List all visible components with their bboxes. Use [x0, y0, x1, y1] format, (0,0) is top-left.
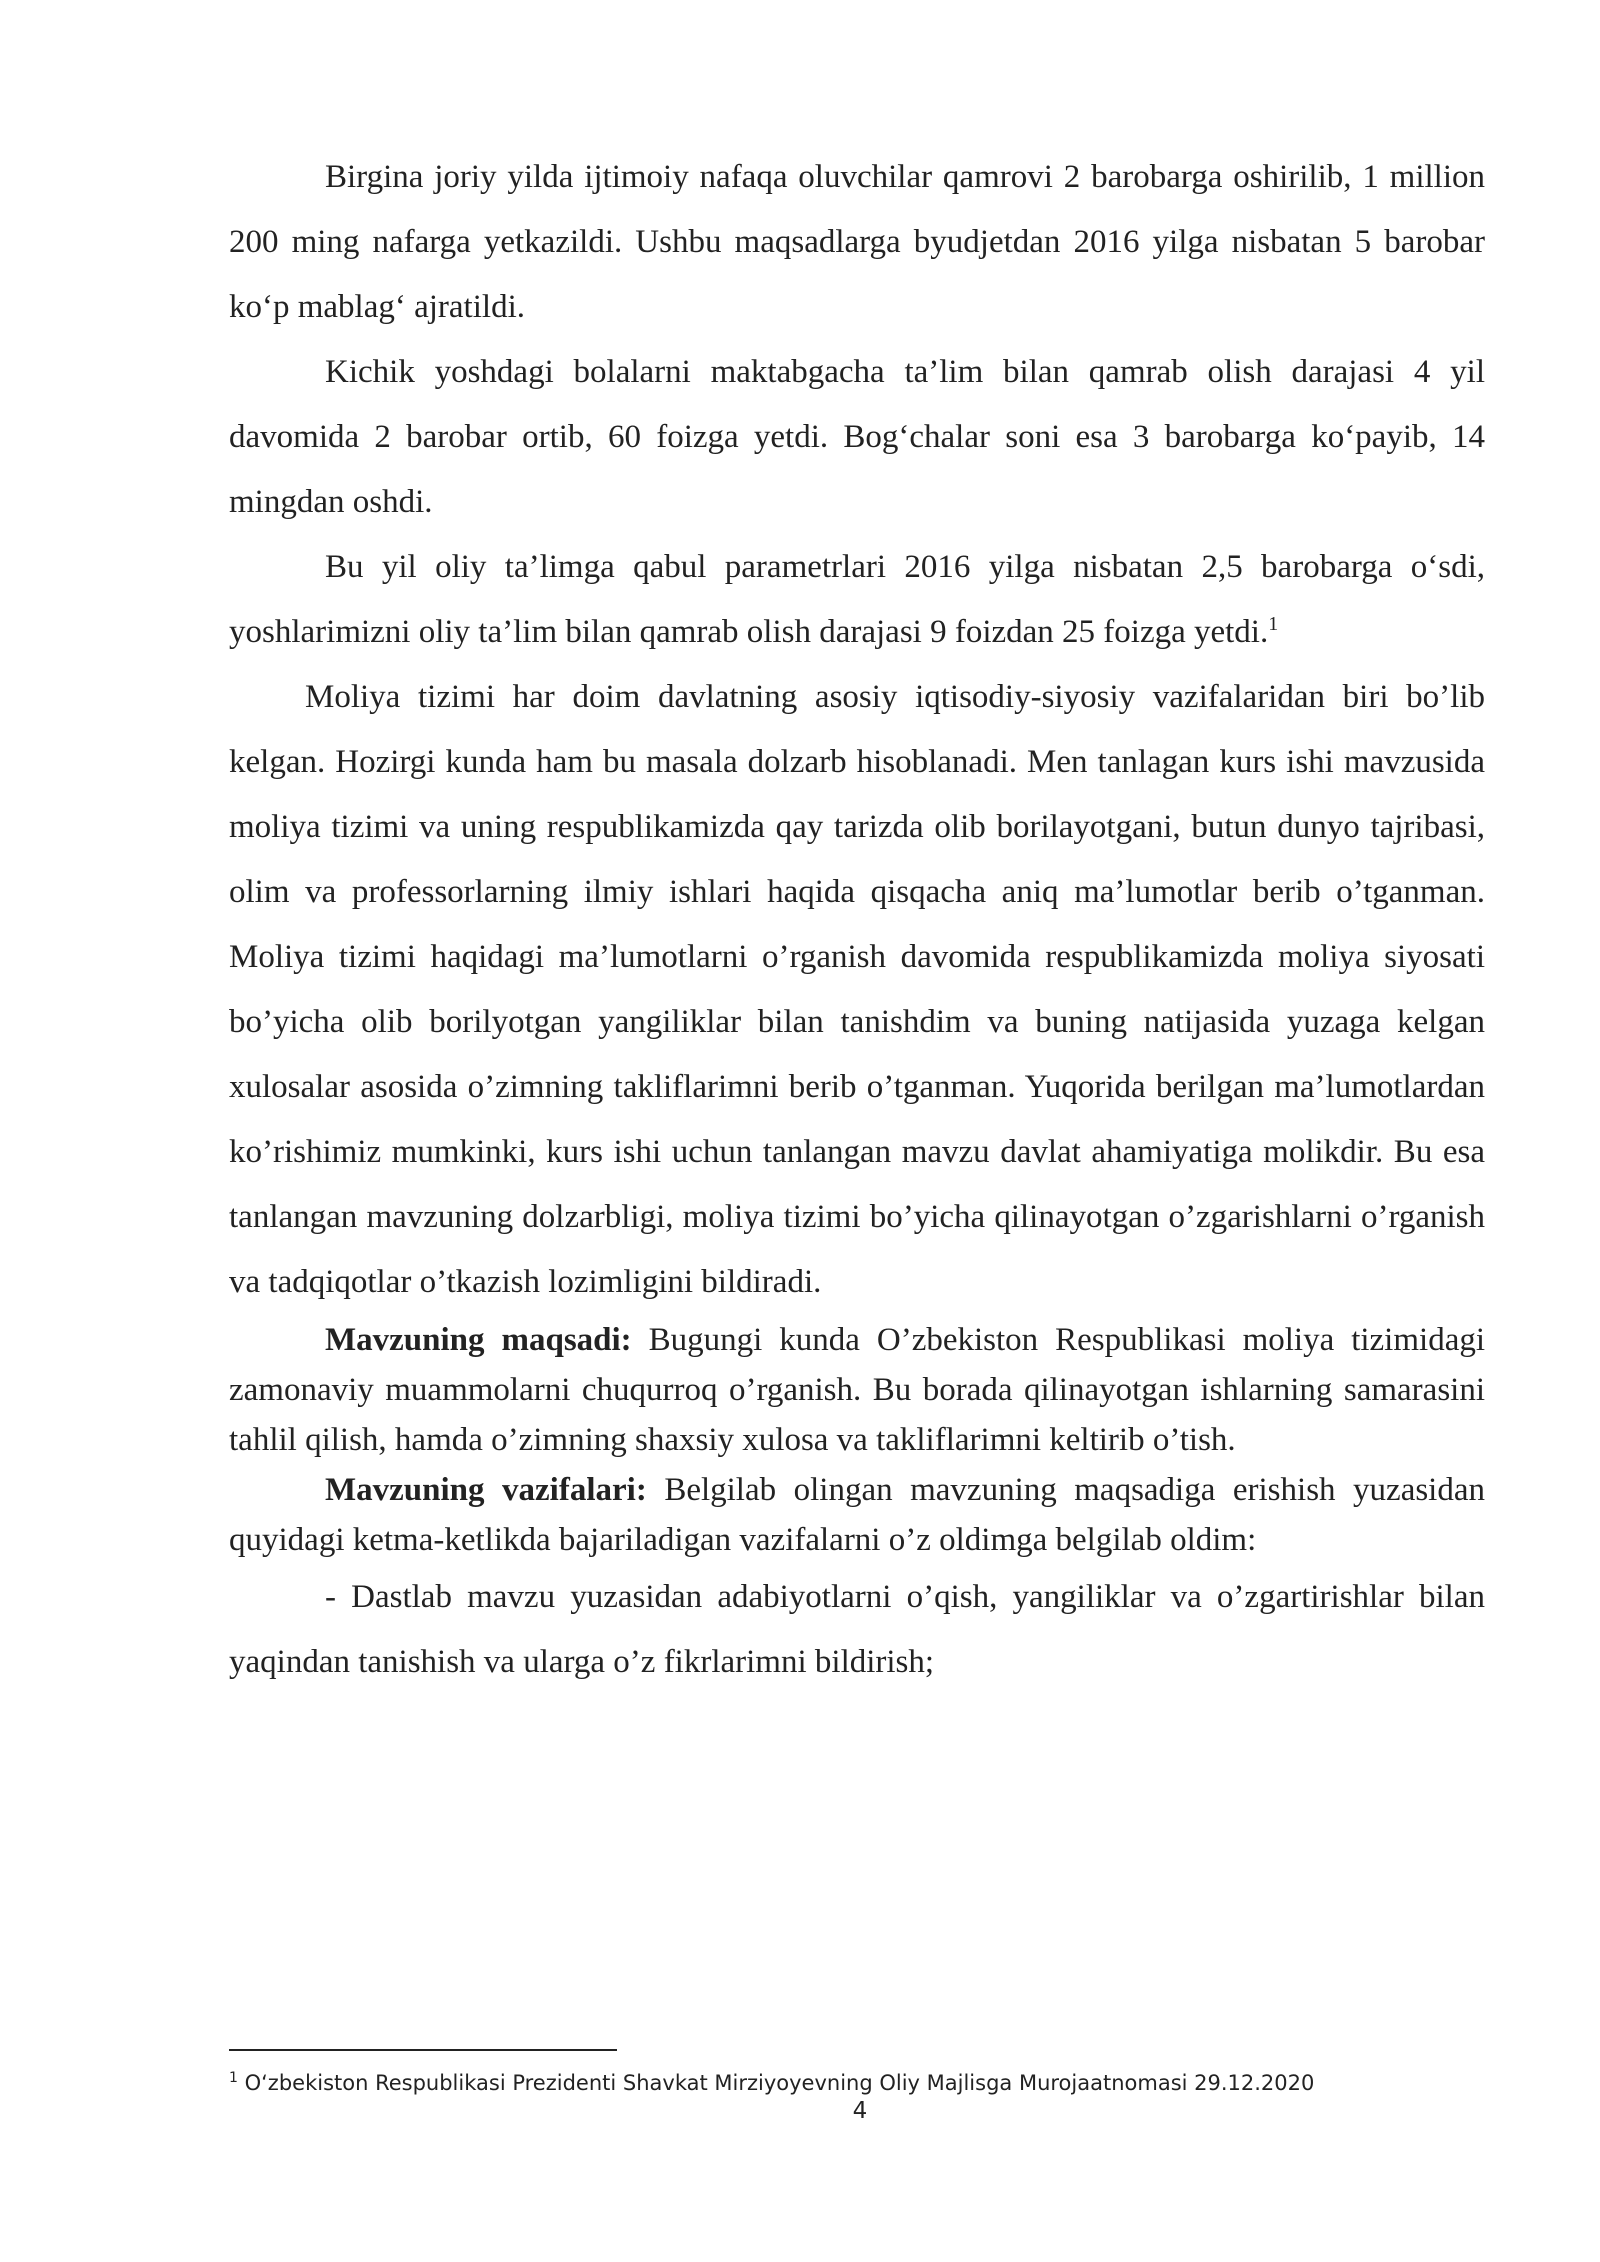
list-item — [229, 1565, 1485, 1695]
paragraph-tasks — [229, 1465, 1485, 1565]
paragraph-text: Bu yil oliy ta’limga qabul parametrlari 2016 yilga nisbatan 2,5 barobarga o‘sdi, yoshlarimizni oliy ta’lim bilan qamrab olish darajasi 9 foizdan 25 foizga yetdi. — [229, 549, 1485, 650]
paragraph-social-benefits — [229, 145, 1485, 340]
tasks-heading: Mavzuning vazifalari: — [325, 1472, 647, 1508]
footnote-separator — [229, 2049, 617, 2051]
footnote — [229, 2069, 1485, 2097]
list-item-text: - Dastlab mavzu yuzasidan adabiyotlarni o’qish, yangiliklar va o’zgartirishlar bilan yaqindan tanishish va ularga o’z fikrlarimni bildirish; — [229, 1579, 1485, 1680]
footnote-text: O‘zbekiston Respublikasi Prezidenti Shavkat Mirziyoyevning Oliy Majlisga Murojaatnomasi 29.12.2020 — [237, 2071, 1315, 2095]
tasks-text: Belgilab olingan mavzuning maqsadiga erishish yuzasidan quyidagi ketma-ketlikda bajariladigan vazifalarni o’z oldimga belgilab oldim: — [229, 1472, 1485, 1558]
paragraph-preschool — [229, 340, 1485, 535]
paragraph-text: Kichik yoshdagi bolalarni maktabgacha ta’lim bilan qamrab olish darajasi 4 yil davomida 2 barobar ortib, 60 foizga yetdi. Bog‘chalar soni esa 3 barobarga ko‘payib, 14 mingdan oshdi. — [229, 354, 1485, 520]
paragraph-text: Moliya tizimi har doim davlatning asosiy iqtisodiy-siyosiy vazifalaridan biri bo’lib kelgan. Hozirgi kunda ham bu masala dolzarb hisoblanadi. Men tanlagan kurs ishi mavzusida moliya tizimi va uning respublikamizda qay tarizda olib borilayotgani, butun dunyo tajribasi, olim va professorlarning ilmiy ishlari haqida qisqacha aniq ma’lumotlar berib o’tganman. Moliya tizimi haqidagi ma’lumotlarni o’rganish davomida respublikamizda moliya siyosati bo’yicha olib borilyotgan yangiliklar bilan tanishdim va buning natijasida yuzaga kelgan xulosalar asosida o’zimning takliflarimni berib o’tganman. Yuqorida berilgan ma’lumotlardan ko’rishimiz mumkinki, kurs ishi uchun tanlangan mavzu davlat ahamiyatiga molikdir. Bu esa tanlangan mavzuning dolzarbligi, moliya tizimi bo’yicha qilinayotgan o’zgarishlarni o’rganish va tadqiqotlar o’tkazish lozimligini bildiradi. — [229, 679, 1485, 1300]
footnote-number: 1 — [229, 2070, 238, 2086]
paragraph-relevance — [229, 665, 1485, 1315]
purpose-heading: Mavzuning maqsadi: — [325, 1322, 632, 1358]
main-text — [229, 145, 1485, 1695]
footnote-reference[interactable]: 1 — [1268, 613, 1279, 635]
paragraph-text: Birgina joriy yilda ijtimoiy nafaqa oluvchilar qamrovi 2 barobarga oshirilib, 1 million 200 ming nafarga yetkazildi. Ushbu maqsadlarga byudjetdan 2016 yilga nisbatan 5 barobar ko‘p mablag‘ ajratildi. — [229, 159, 1485, 325]
purpose-text: Bugungi kunda O’zbekiston Respublikasi moliya tizimidagi zamonaviy muammolarni chuqurroq o’rganish. Bu borada qilinayotgan ishlarning samarasini tahlil qilish, hamda o’zimning shaxsiy xulosa va takliflarimni keltirib o’tish. — [229, 1322, 1486, 1458]
paragraph-higher-education — [229, 535, 1485, 665]
paragraph-purpose — [229, 1315, 1485, 1465]
page-number: 4 — [852, 2098, 868, 2124]
